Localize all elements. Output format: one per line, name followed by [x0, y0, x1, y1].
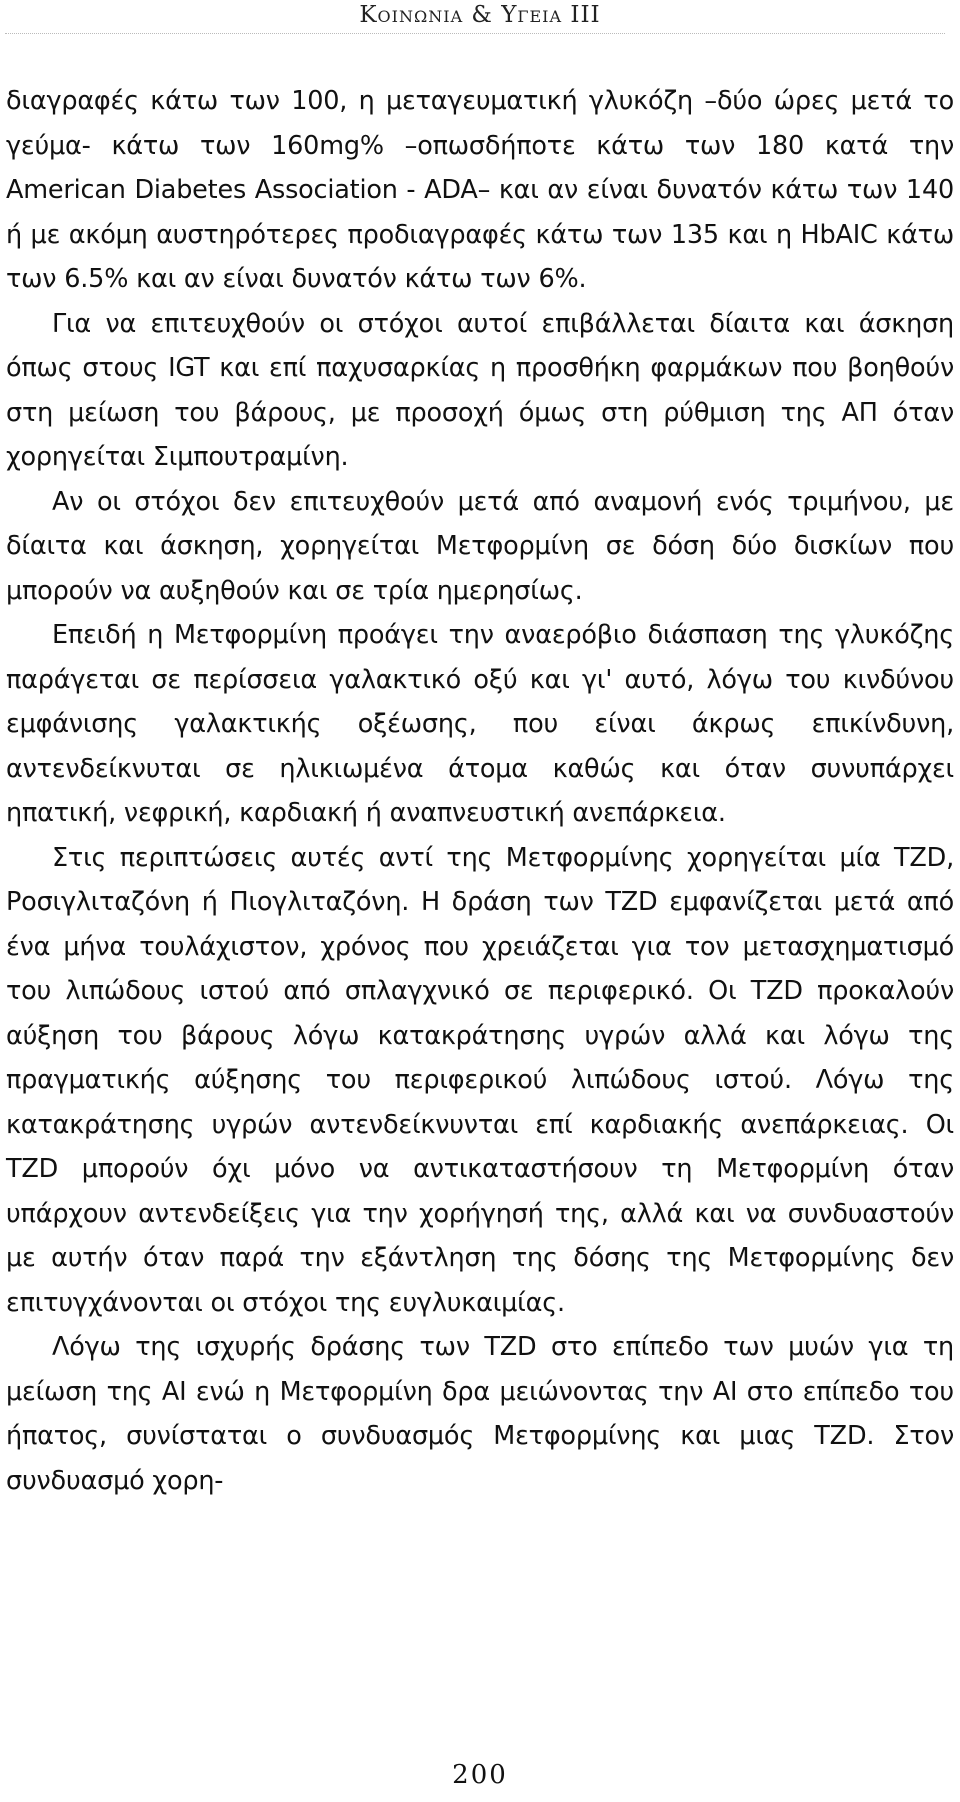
body-text — [6, 79, 954, 1503]
paragraph-4: Επειδή η Μετφορμίνη προάγει την αναερόβιο διάσπαση της γλυκόζης παράγεται σε περίσσεια γαλακτικό οξύ και γι' αυτό, λόγω του κινδύνου εμφάνισης γαλακτικής οξέωσης, που είναι άκρως επικίνδυνη, αντενδείκνυται σε ηλικιωμένα άτομα καθώς και όταν συνυπάρχει ηπατική, νεφρική, καρδιακή ή αναπνευστική ανεπάρκεια. — [6, 620, 954, 828]
page-number: 200 — [452, 1760, 508, 1790]
paragraph-5: Στις περιπτώσεις αυτές αντί της Μετφορμίνης χορηγείται μία TZD, Ροσιγλιταζόνη ή Πιογλιταζόνη. Η δράση των TZD εμφανίζεται μετά από ένα μήνα τουλάχιστον, χρόνος που χρειάζεται για τον μετασχηματισμό του λιπώδους ιστού από σπλαγχνικό σε περιφερικό. Οι TZD προκαλούν αύξηση του βάρους λόγω κατακράτησης υγρών αλλά και λόγω της πραγματικής αύξησης του περιφερικού λιπώδους ιστού. Λόγω της κατακράτησης υγρών αντενδείκνυνται επί καρδιακής ανεπάρκειας. Οι TZD μπορούν όχι μόνο να αντικαταστήσουν τη Μετφορμίνη όταν υπάρχουν αντενδείξεις για την χορήγησή της, αλλά και να συνδυαστούν με αυτήν όταν παρά την εξάντληση της δόσης της Μετφορμίνης δεν επιτυγχάνονται οι στόχοι της ευγλυκαιμίας. — [6, 842, 954, 1318]
paragraph-3: Αν οι στόχοι δεν επιτευχθούν μετά από αναμονή ενός τριμήνου, με δίαιτα και άσκηση, χορηγείται Μετφορμίνη σε δόση δύο δισκίων που μπορούν να αυξηθούν και σε τρία ημερησίως. — [6, 486, 954, 606]
header-divider — [5, 33, 945, 34]
paragraph-1: διαγραφές κάτω των 100, η μεταγευματική γλυκόζη –δύο ώρες μετά το γεύμα- κάτω των 160mg% –οπωσδήποτε κάτω των 180 κατά την American Diabetes Association - ADA– και αν είναι δυνατόν κάτω των 140 ή με ακόμη αυστηρότερες προδιαγραφές κάτω των 135 και η HbAIC κάτω των 6.5% και αν είναι δυνατόν κάτω των 6%. — [6, 86, 954, 294]
paragraph-6: Λόγω της ισχυρής δράσης των TZD στο επίπεδο των μυών για τη μείωση της ΑΙ ενώ η Μετφορμίνη δρα μειώνοντας την ΑΙ στο επίπεδο του ήπατος, συνίσταται ο συνδυασμός Μετφορμίνης και μιας TZD. Στον συνδυασμό χορη- — [6, 1332, 954, 1496]
paragraph-2: Για να επιτευχθούν οι στόχοι αυτοί επιβάλλεται δίαιτα και άσκηση όπως στους IGT και επί παχυσαρκίας η προσθήκη φαρμάκων που βοηθούν στη μείωση του βάρους, με προσοχή όμως στη ρύθμιση της ΑΠ όταν χορηγείται Σιμπουτραμίνη. — [6, 308, 954, 472]
running-title: Κοινωνια & Υγεια ΙΙΙ — [359, 2, 601, 28]
running-header — [0, 0, 960, 30]
